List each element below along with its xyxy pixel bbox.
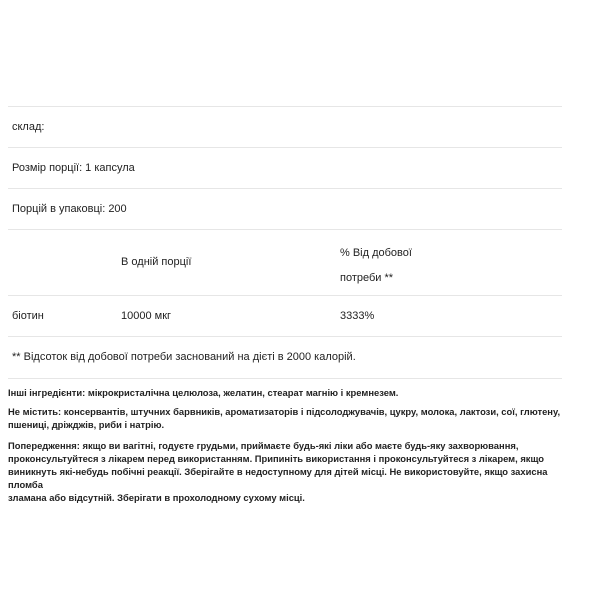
section-divider	[8, 378, 562, 379]
serving-size: Розмір порції: 1 капсула	[12, 162, 135, 174]
free-of-line: Не містить: консервантів, штучних барвників, ароматизаторів і підсолоджувачів, цукру, молока, лактози, сої, глютену,	[8, 406, 561, 418]
footnote-row	[8, 336, 562, 377]
servings-per-container: Порцій в упаковці: 200	[12, 203, 127, 215]
warning-statement	[8, 439, 578, 505]
daily-value-header-line1: % Від добової	[340, 247, 412, 259]
warning-line: проконсультуйтеся з лікарем перед використанням. Припиніть використання і проконсультуйтеся з лікарем, якщо	[8, 452, 545, 464]
daily-value-header-line2: потреби **	[340, 272, 394, 284]
table-header-row	[8, 229, 562, 295]
nutrient-name: біотин	[12, 310, 44, 322]
daily-value-header	[340, 241, 430, 291]
product-notes	[8, 386, 578, 512]
other-ingredients: Інші інгредієнти: мікрокристалічна целюлоза, желатин, стеарат магнію і кремнезем.	[8, 387, 399, 398]
table-row	[8, 295, 562, 336]
servings-per-container-row	[8, 188, 562, 229]
nutrient-amount: 10000 мкг	[121, 310, 172, 322]
facts-title: склад:	[12, 121, 45, 133]
supplement-facts-table	[8, 106, 562, 377]
serving-size-row	[8, 147, 562, 188]
warning-line: зламана або відсутній. Зберігати в прохолодному сухому місці.	[8, 492, 305, 504]
facts-title-row	[8, 106, 562, 147]
per-serving-header: В одній порції	[121, 256, 192, 268]
warning-line: Попередження: якщо ви вагітні, годуєте грудьми, приймаєте будь-які ліки або маєте будь-яку захворювання,	[8, 439, 519, 451]
warning-line: виникнуть які-небудь побічні реакції. Зберігайте в недоступному для дітей місці. Не використовуйте, якщо захисна пломба	[8, 466, 548, 491]
nutrient-daily-value: 3333%	[340, 310, 375, 322]
daily-value-footnote: ** Відсоток від добової потреби заснований на дієті в 2000 калорій.	[12, 351, 356, 363]
free-of-statement	[8, 405, 578, 431]
free-of-line: пшениці, дріжджів, риби і натрію.	[8, 419, 165, 431]
